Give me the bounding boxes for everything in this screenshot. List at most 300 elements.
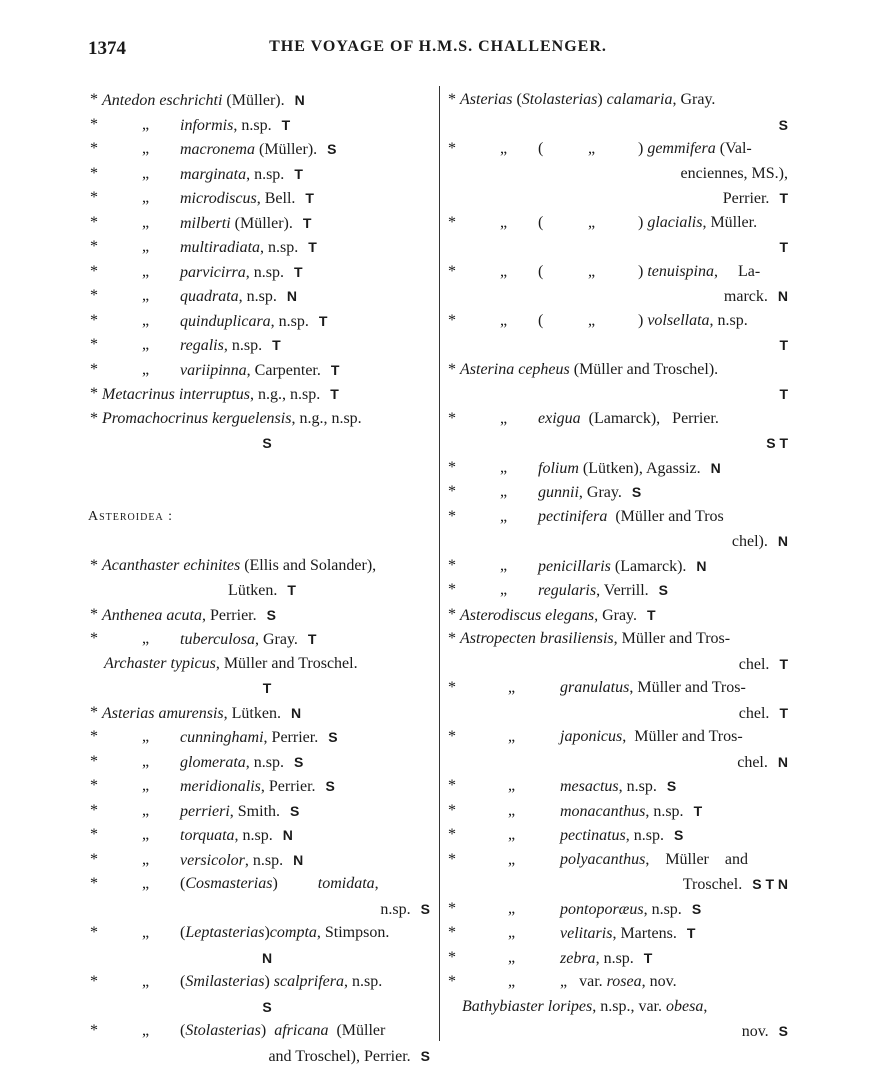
locality-code: S (631, 484, 642, 500)
ditto-mark: „ (142, 189, 150, 206)
entry-text (460, 627, 730, 652)
entry-text (560, 897, 701, 923)
star-marker: * (448, 556, 456, 574)
entry-text (180, 235, 317, 261)
species-entry (446, 774, 794, 799)
species-entry (446, 358, 794, 407)
citation-text: , nov. (641, 973, 677, 990)
ditto-mark: „ (142, 287, 150, 304)
ditto-mark: „ (500, 458, 508, 476)
species-name: Metacrinus interruptus (102, 386, 250, 403)
citation-text: , n.g., n.sp. (291, 409, 362, 427)
citation-text: (Müller and Troschel). (569, 360, 719, 378)
entry-text (446, 162, 794, 187)
species-name: tenuispina (647, 262, 714, 280)
ditto-mark: „ (500, 213, 508, 231)
citation-text: , n.sp. (260, 239, 299, 256)
species-name: Cosmasterias (185, 875, 273, 892)
ditto-mark: „ (142, 360, 150, 378)
star-marker: * (448, 948, 456, 966)
entry-line (446, 872, 794, 897)
star-marker: * (90, 703, 98, 721)
entry-text (446, 1019, 794, 1045)
locality-code: S (290, 802, 300, 819)
species-name: parvicirra (180, 263, 246, 281)
citation-text: chel. (738, 655, 770, 673)
species-name: granulatus (560, 679, 630, 696)
entry-line (88, 333, 436, 358)
species-entry (88, 260, 436, 285)
citation-text: ) (638, 311, 648, 329)
citation-text: ) (260, 1022, 275, 1039)
species-name: Stolasterias (521, 91, 598, 108)
ditto-mark: „ (142, 973, 150, 990)
locality-code: T (647, 606, 656, 623)
entry-text (180, 799, 299, 825)
citation-text: ) (272, 875, 318, 892)
entry-line (446, 235, 794, 260)
citation-text: (Müller (328, 1022, 386, 1039)
ditto-mark: „ (142, 311, 150, 329)
species-name: monacanthus (560, 802, 646, 820)
ditto-mark: „ (142, 140, 150, 157)
locality-code: T (294, 263, 303, 280)
star-marker: * (90, 752, 98, 770)
species-name: perrieri (180, 802, 230, 820)
ditto-mark: „ (508, 679, 516, 696)
entry-text (180, 113, 290, 139)
locality-code: S (420, 900, 430, 917)
species-name: compta (269, 924, 317, 941)
entry-line (88, 725, 436, 750)
star-marker: * (448, 605, 456, 623)
locality-code: T (287, 582, 296, 598)
citation-text: , (703, 997, 708, 1015)
citation-text: Troschel. (682, 876, 743, 893)
entry-text (446, 235, 794, 261)
citation-text: , Smith. (229, 802, 281, 820)
star-marker: * (448, 826, 456, 843)
citation-text: , Gray. (594, 606, 638, 624)
entry-line (88, 946, 436, 971)
species-name: rosea (606, 973, 642, 990)
citation-text: ( (180, 1022, 186, 1039)
species-name: velitaris (560, 925, 613, 942)
locality-code: S (658, 582, 669, 598)
ditto-mark: „ (588, 311, 596, 329)
species-entry (446, 970, 794, 995)
locality-code: T (779, 337, 788, 353)
entry-text (538, 456, 721, 482)
locality-code: S (666, 778, 677, 794)
entry-text (446, 652, 794, 678)
species-entry (446, 823, 794, 848)
entry-line (446, 480, 794, 505)
entry-line (88, 358, 436, 383)
species-entry (88, 627, 436, 652)
species-name: Leptasterias (185, 924, 265, 941)
locality-code: T (307, 631, 317, 647)
citation-text: , Gray. (254, 631, 298, 648)
locality-code: S (262, 435, 272, 451)
locality-code: N (777, 288, 788, 304)
ditto-mark: „ (588, 213, 596, 231)
citation-text: , Müller and Tros- (622, 728, 743, 745)
species-name: Asterodiscus elegans (460, 606, 595, 624)
entry-line (88, 652, 436, 677)
entry-line (446, 309, 794, 334)
species-name: scalprifera (273, 973, 344, 990)
citation-text: ( (180, 924, 186, 941)
citation-text: , n.sp. (270, 312, 309, 330)
citation-text: (Müller and Tros (607, 507, 724, 525)
species-name: tuberculosa (180, 631, 255, 648)
entry-line (446, 456, 794, 481)
ditto-mark: „ (508, 924, 516, 941)
species-name: zebra (560, 949, 596, 967)
ditto-mark: „ (508, 899, 516, 917)
star-marker: * (90, 262, 98, 280)
star-marker: * (448, 360, 456, 378)
entry-text (446, 750, 794, 776)
species-name: Stolasterias (185, 1022, 261, 1039)
entry-line (446, 113, 794, 138)
citation-text: , Verrill. (596, 582, 649, 599)
species-entry (446, 407, 794, 456)
entry-text (538, 480, 641, 506)
entry-line (446, 578, 794, 603)
citation-text: , n.sp. (625, 827, 664, 844)
locality-code: N (261, 949, 273, 966)
entry-text (446, 701, 794, 727)
entry-text (446, 431, 794, 457)
citation-text: , n.sp. (618, 778, 657, 795)
ditto-mark: „ (500, 556, 508, 574)
star-marker: * (448, 581, 456, 598)
species-entry (446, 260, 794, 309)
ditto-mark: „ (142, 238, 150, 255)
citation-text: , Müller and Tros- (613, 630, 731, 647)
species-entry (88, 603, 436, 628)
citation-text: , Lütken. (223, 704, 281, 722)
locality-code: T (779, 190, 788, 206)
ditto-mark: „ (142, 875, 150, 892)
species-entry (88, 456, 436, 554)
species-entry (88, 235, 436, 260)
locality-code: S (327, 141, 337, 157)
species-entry (88, 211, 436, 236)
entry-line (88, 1019, 436, 1044)
ditto-mark: „ (142, 850, 150, 868)
locality-code: T (330, 361, 340, 378)
citation-text: ) (638, 262, 648, 280)
citation-text: , Müller and (645, 850, 748, 868)
locality-code: N (286, 288, 298, 304)
species-entry (88, 652, 436, 701)
locality-code: T (779, 239, 788, 255)
entry-line (88, 431, 436, 456)
species-entry (88, 1019, 436, 1068)
star-marker: * (448, 140, 456, 157)
species-name: exigua (538, 409, 581, 427)
entry-line (88, 578, 436, 603)
ditto-mark: „ (142, 630, 150, 647)
species-name: pectinifera (538, 507, 608, 525)
star-marker: * (90, 336, 98, 353)
citation-text: , n.g., n.sp. (250, 386, 321, 403)
species-entry (88, 333, 436, 358)
species-entry (446, 505, 794, 554)
entry-text (180, 333, 281, 359)
citation-text: , La- (714, 262, 761, 280)
species-entry (446, 456, 794, 481)
star-marker: * (448, 409, 456, 427)
entry-text (102, 88, 305, 114)
species-entry (88, 309, 436, 334)
entry-line (88, 774, 436, 799)
entry-text (180, 970, 382, 995)
species-name: quinduplicara (180, 312, 271, 330)
subgenus-paren: ( (538, 140, 544, 157)
entry-line (88, 235, 436, 260)
locality-code: N (777, 753, 788, 770)
entry-line (446, 358, 794, 383)
species-name: Promachocrinus kerguelensis (102, 409, 292, 427)
species-entry (446, 554, 794, 579)
entry-text (638, 137, 752, 162)
entry-text (560, 946, 652, 972)
entry-text (180, 284, 297, 310)
citation-text: ) (597, 91, 607, 108)
entry-text (538, 407, 719, 432)
ditto-mark: „ (508, 973, 516, 990)
star-marker: * (90, 115, 98, 133)
species-entry (446, 848, 794, 897)
entry-text (462, 995, 707, 1020)
locality-code: T (281, 116, 291, 133)
entry-line (88, 309, 436, 334)
ditto-mark: „ (142, 336, 150, 353)
star-marker: * (448, 924, 456, 941)
entry-line (446, 799, 794, 824)
locality-code: T (779, 704, 788, 721)
citation-text: (Müller). (230, 214, 293, 232)
entry-line (88, 701, 436, 726)
star-marker: * (90, 91, 98, 108)
species-entry (446, 480, 794, 505)
species-entry (88, 113, 436, 138)
species-entry (88, 407, 436, 456)
star-marker: * (90, 189, 98, 206)
star-marker: * (90, 140, 98, 157)
citation-text: (Müller). (254, 141, 318, 158)
entry-line (88, 603, 436, 628)
species-name: penicillaris (538, 557, 611, 575)
entry-text (460, 88, 715, 113)
citation-text: , n.sp. (238, 288, 277, 305)
entry-line (446, 431, 794, 456)
star-marker: * (90, 311, 98, 329)
species-entry (88, 970, 436, 1019)
species-name: variipinna (180, 361, 247, 379)
citation-text: , (374, 875, 379, 892)
citation-text: n.sp. (380, 900, 411, 918)
star-marker: * (90, 385, 98, 402)
ditto-mark: „ (142, 115, 150, 133)
locality-code: S T (766, 435, 788, 451)
star-marker: * (90, 238, 98, 255)
entry-text (180, 358, 339, 384)
citation-text: „ var. (560, 973, 607, 990)
entry-text (638, 309, 748, 334)
species-entry (88, 750, 436, 775)
species-name: gemmifera (647, 140, 716, 157)
species-name: pectinatus (560, 827, 626, 844)
citation-text: , n.sp. (244, 851, 284, 869)
citation-text: , n.sp. (234, 827, 273, 844)
entry-text (446, 529, 794, 555)
locality-code: T (294, 165, 303, 182)
entry-text (88, 995, 436, 1021)
star-marker: * (90, 360, 98, 378)
entry-text (102, 382, 339, 408)
entry-text (538, 505, 724, 530)
entry-line (88, 88, 436, 113)
entry-line (88, 750, 436, 775)
species-entry (88, 137, 436, 162)
species-entry (88, 88, 436, 113)
species-name: Acanthaster echinites (102, 556, 241, 574)
entry-line (446, 676, 794, 701)
citation-text: , n.sp. (344, 973, 383, 990)
entry-text (560, 774, 676, 800)
species-entry (446, 676, 794, 725)
locality-code: S (328, 729, 338, 745)
species-name: regalis (180, 337, 224, 354)
citation-text: , n.sp. (645, 802, 684, 820)
entry-line (88, 505, 436, 530)
locality-code: T (305, 190, 314, 206)
entry-text (560, 921, 695, 947)
star-marker: * (90, 605, 98, 623)
species-name: Smilasterias (185, 973, 265, 990)
entry-text (446, 872, 794, 898)
star-marker: * (90, 630, 98, 647)
species-name: microdiscus (180, 190, 257, 207)
entry-text (560, 823, 683, 849)
left-column (88, 88, 436, 1068)
citation-text: , Müller and Tros- (629, 679, 746, 696)
entry-text (180, 211, 311, 237)
species-name: calamaria (606, 91, 673, 108)
entry-line (88, 897, 436, 922)
species-name: informis (180, 116, 234, 134)
entry-line (88, 186, 436, 211)
species-name: Asterina cepheus (460, 360, 570, 378)
star-marker: * (90, 777, 98, 794)
entry-text (102, 603, 276, 629)
star-marker: * (448, 311, 456, 329)
species-name: glacialis (647, 213, 703, 231)
star-marker: * (448, 262, 456, 280)
species-entry (446, 897, 794, 922)
citation-text: , Müller. (702, 213, 758, 231)
column-divider (439, 86, 440, 1041)
citation-text: (Lamarck). (610, 557, 687, 575)
star-marker: * (448, 91, 456, 108)
entry-text (638, 260, 760, 285)
species-entry (88, 848, 436, 873)
star-marker: * (448, 973, 456, 990)
species-name: Anthenea acuta (102, 606, 202, 624)
page-header (88, 38, 788, 64)
entry-text (180, 848, 303, 874)
entry-line (446, 505, 794, 530)
citation-text: , n.sp. (233, 116, 272, 134)
entry-line (446, 407, 794, 432)
entry-text (180, 309, 327, 335)
entry-text (180, 162, 303, 188)
locality-code: S (420, 1047, 430, 1064)
locality-code: S (674, 827, 684, 843)
citation-text: ( (512, 91, 522, 108)
locality-code: T (272, 337, 281, 353)
entry-line (446, 823, 794, 848)
entry-line (88, 921, 436, 946)
species-entry (88, 799, 436, 824)
species-name: folium (538, 459, 579, 477)
ditto-mark: „ (142, 924, 150, 941)
locality-code: T (779, 386, 788, 402)
entry-line (88, 480, 436, 505)
citation-text: , n.sp. (245, 753, 285, 771)
species-name: africana (274, 1022, 329, 1039)
locality-code: T (686, 925, 696, 941)
entry-line (446, 946, 794, 971)
species-name: mesactus (560, 778, 619, 795)
entry-text (88, 676, 436, 702)
species-name: marginata (180, 165, 247, 183)
ditto-mark: „ (500, 140, 508, 157)
species-entry (88, 823, 436, 848)
citation-text: Perrier. (722, 190, 770, 207)
ditto-mark: „ (500, 507, 508, 525)
species-name: obesa (666, 997, 704, 1015)
citation-text: , n.sp. (245, 263, 285, 281)
locality-code: T (308, 239, 317, 255)
entry-text (102, 701, 301, 727)
star-marker: * (90, 826, 98, 843)
species-entry (446, 627, 794, 676)
entry-line (446, 725, 794, 750)
entry-line (88, 382, 436, 407)
species-entry (446, 137, 794, 211)
citation-text: , Stimpson. (316, 924, 390, 941)
citation-text: (Müller). (222, 92, 285, 109)
entry-line (88, 872, 436, 897)
entry-line (88, 970, 436, 995)
citation-text: (Ellis and Solander), (240, 556, 377, 574)
star-marker: * (448, 679, 456, 696)
entry-text (88, 431, 436, 457)
species-entry (88, 774, 436, 799)
ditto-mark: „ (508, 728, 516, 745)
locality-code: T (318, 312, 328, 329)
species-name: japonicus (560, 728, 623, 745)
species-entry (446, 578, 794, 603)
locality-code: N (294, 92, 305, 108)
star-marker: * (448, 507, 456, 525)
